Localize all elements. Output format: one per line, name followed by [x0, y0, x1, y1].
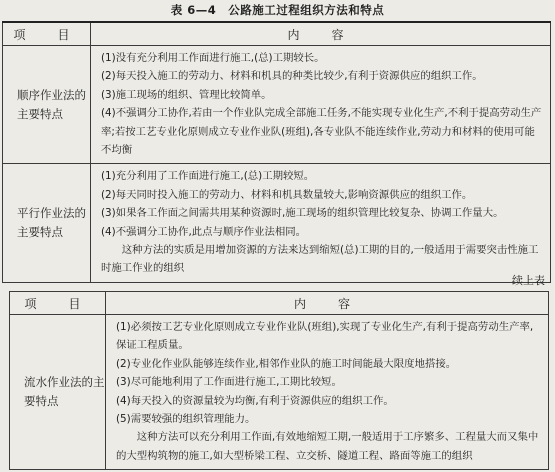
content-item: (4)不强调分工协作,此点与顺序作业法相同。: [101, 225, 307, 238]
content-item: (2)每天投入施工的劳动力、材料和机具的种类比较少,有利于资源供应的组织工作。: [101, 70, 483, 83]
content-item: (1)必须按工艺专业化原则成立专业作业队(班组),实现了专业化生产,有利于提高劳动生产率,保证工程质量。: [116, 321, 534, 352]
row-label: 顺序作业法的主要特点: [3, 46, 91, 164]
content-item: (3)施工现场的组织、管理比较简单。: [101, 88, 272, 101]
row-content: [106, 315, 549, 470]
content-item: (4)每天投入的资源量较为均衡,有利于资源供应的组织工作。: [116, 394, 394, 407]
header-row: [10, 292, 549, 315]
content-item: (3)尽可能地利用了工作面进行施工,工期比较短。: [116, 376, 342, 389]
row-content: [91, 46, 551, 164]
content-item: (1)充分利用了工作面进行施工,(总)工期较短。: [101, 170, 315, 183]
table-row: [3, 164, 551, 282]
table-row: [3, 46, 551, 164]
table-part-2: [9, 291, 549, 470]
header-row: [3, 22, 551, 46]
content-summary: 这种方法的实质是用增加资源的方法来达到缩短(总)工期的目的,一般适用于需要突击性施工时施工作业的组织: [101, 244, 539, 275]
content-summary: 这种方法可以充分利用工作面,有效地缩短工期,一般适用于工序繁多、工程量大而又集中的大型构筑物的施工,如大型桥梁工程、立交桥、隧道工程、路面等施工的组织: [116, 431, 539, 462]
header-content: 内 容: [106, 292, 549, 315]
content-item: (5)需要较强的组织管理能力。: [116, 413, 256, 426]
row-content: [91, 164, 551, 282]
header-item: 项 目: [10, 292, 106, 315]
content-item: (2)专业化作业队能够连续作业,相邻作业队的施工时间能最大限度地搭接。: [116, 357, 457, 370]
content-item: (1)没有充分利用工作面进行施工,(总)工期较长。: [101, 52, 325, 64]
table-title: 表 6—4 公路施工过程组织方法和特点: [170, 3, 385, 17]
header-content: 内 容: [91, 22, 551, 46]
content-item: (3)如果各工作面之间需共用某种资源时,施工现场的组织管理比较复杂、协调工作量大。: [101, 207, 504, 220]
row-label: 平行作业法的主要特点: [3, 164, 91, 282]
content-item: (2)每天同时投入施工的劳动力、材料和机具数量较大,影响资源供应的组织工作。: [101, 188, 473, 201]
header-item: 项 目: [3, 22, 91, 46]
table-row: [10, 315, 549, 470]
content-item: (4)不强调分工协作,若由一个作业队完成全部施工任务,不能实现专业化生产,不利于提高劳动生产率;若按工艺专业化原则成立专业作业队(班组),各专业队不能连续作业,劳动力和材料的使用可能不均衡: [101, 107, 542, 157]
table-part-1: [2, 21, 551, 283]
row-label: 流水作业法的主要特点: [10, 315, 106, 470]
continued-label: 续上表: [512, 274, 545, 287]
